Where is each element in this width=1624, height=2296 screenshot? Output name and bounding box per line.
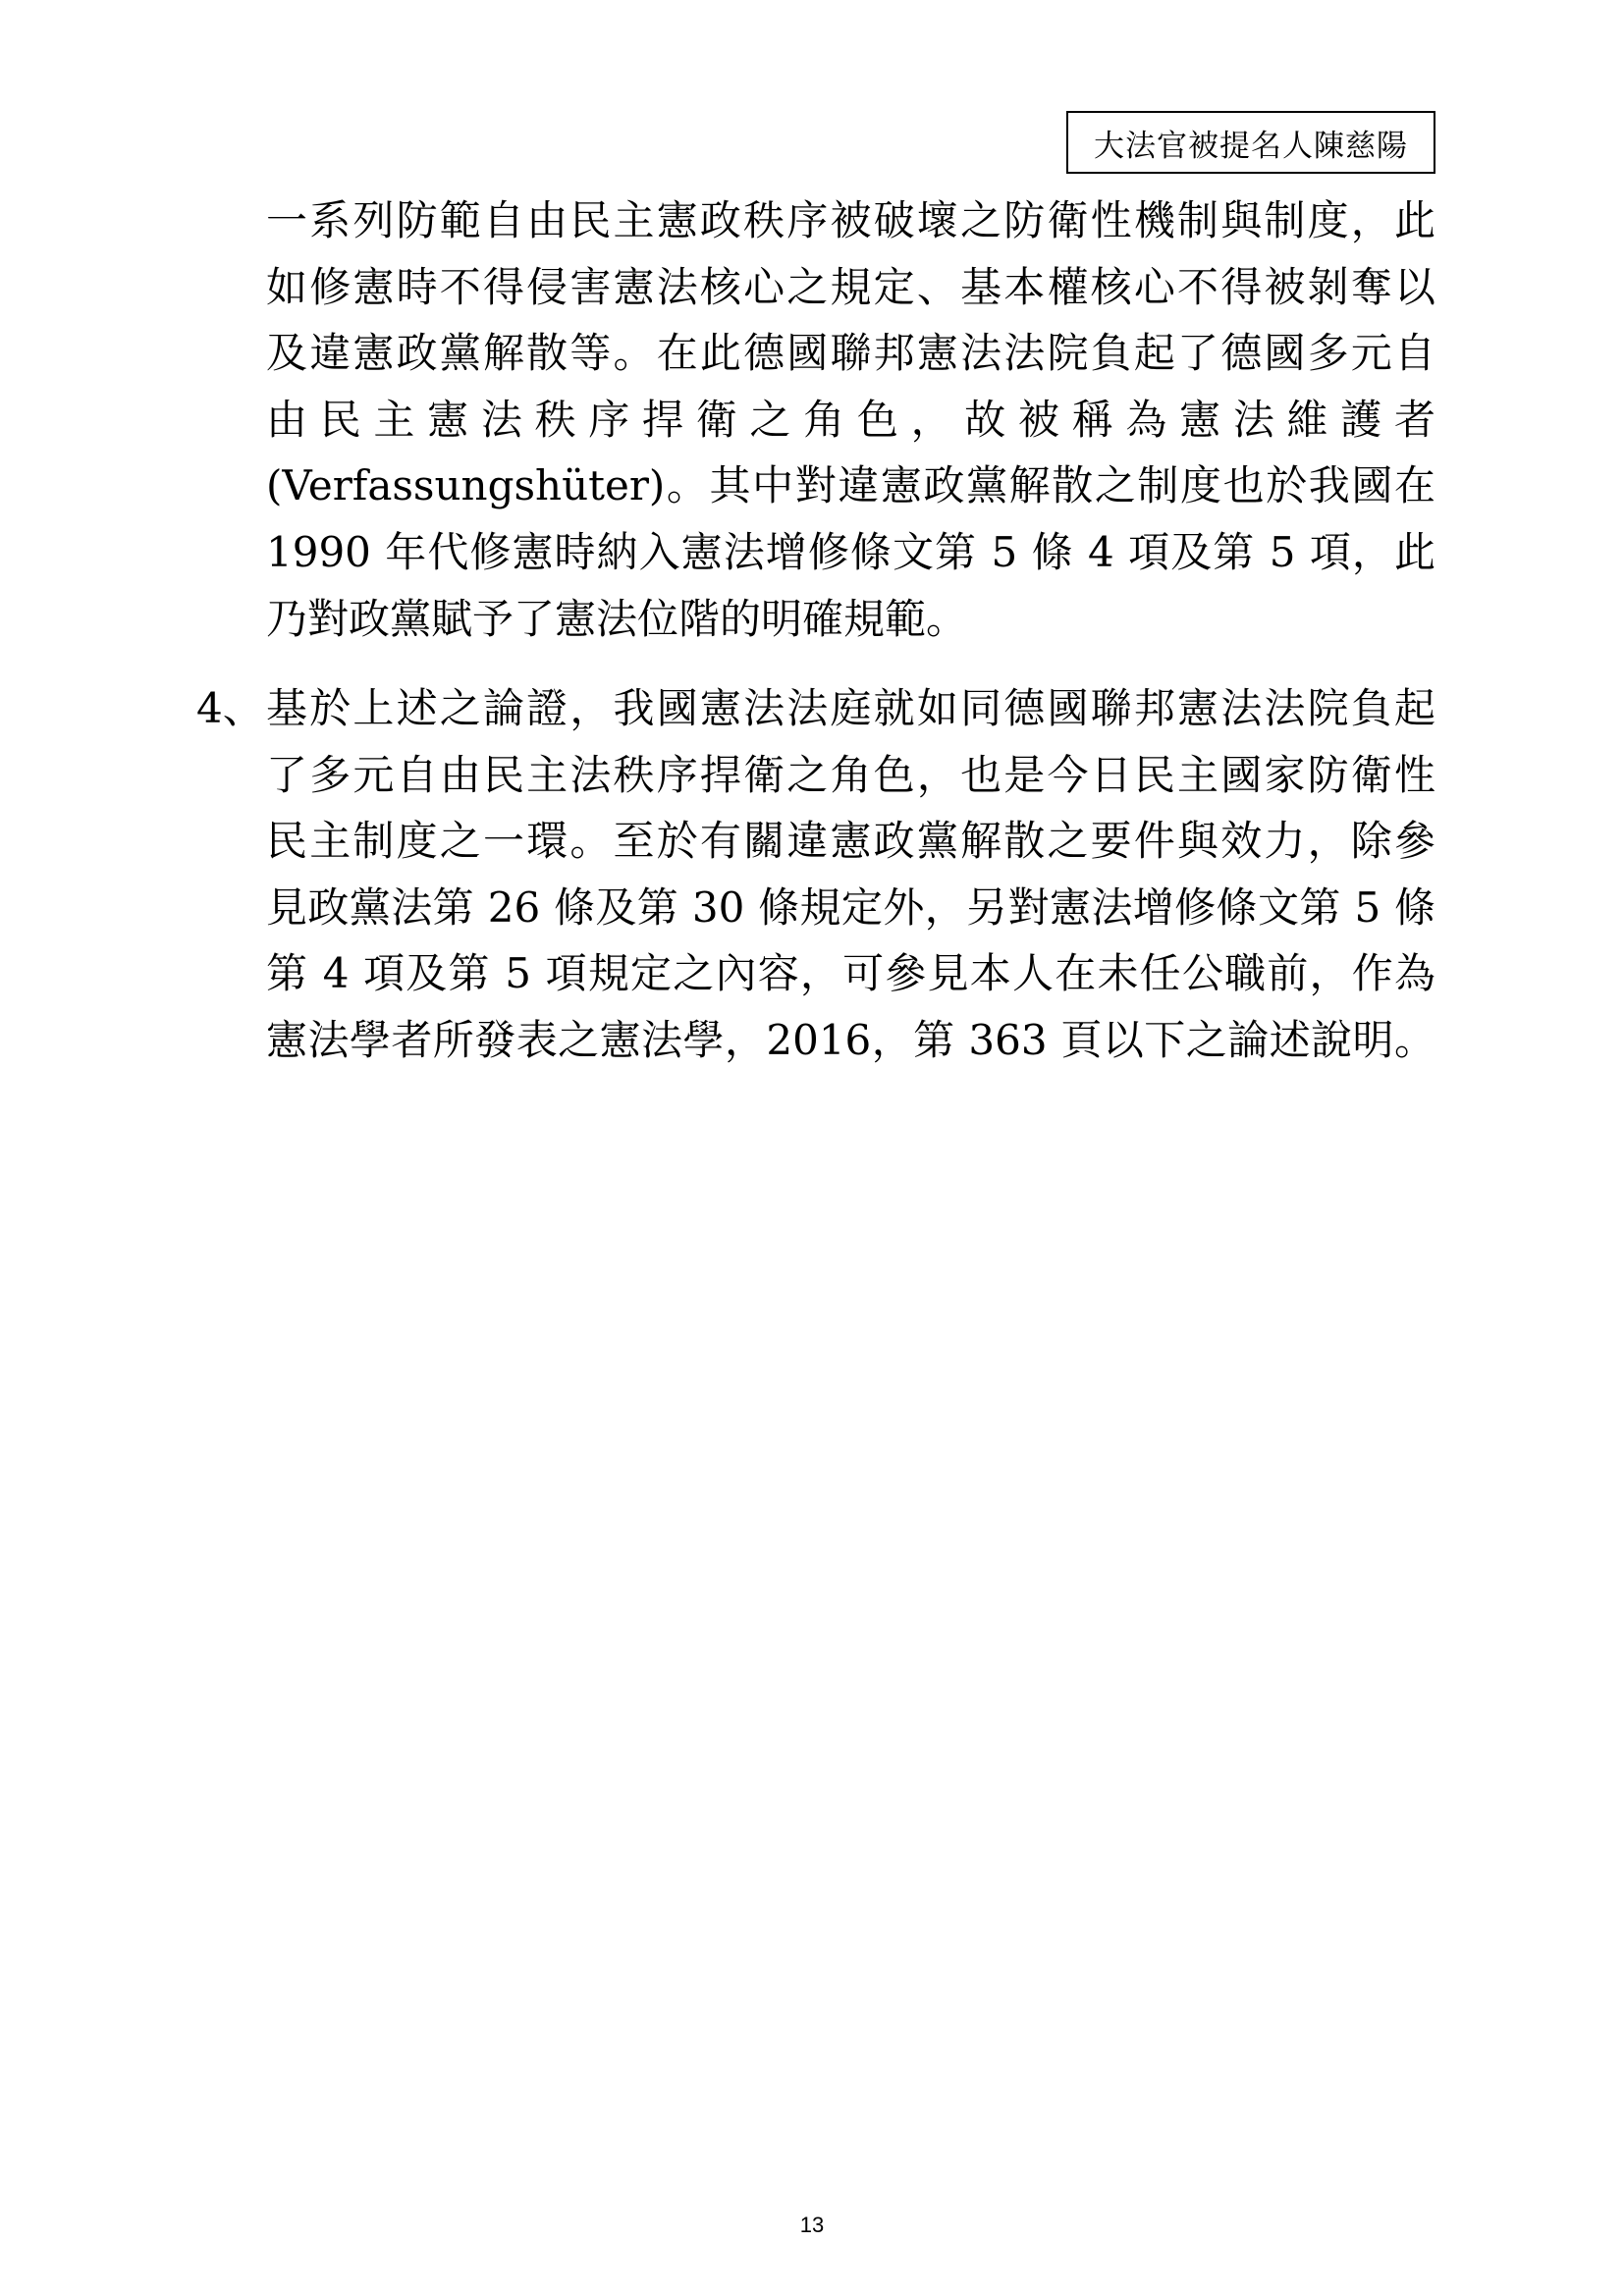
paragraph-line: 一系列防範自由民主憲政秩序被破壞之防衛性機制與制度，此 xyxy=(266,196,1435,244)
list-item-line: 第 4 項及第 5 項規定之內容，可參見本人在未任公職前，作為 xyxy=(266,949,1435,998)
list-item-line: 基於上述之論證，我國憲法法庭就如同德國聯邦憲法法院負起 xyxy=(266,684,1435,732)
paragraph-line: 如修憲時不得侵害憲法核心之規定、基本權核心不得被剝奪以 xyxy=(266,262,1435,311)
list-item-line: 了多元自由民主法秩序捍衛之角色，也是今日民主國家防衛性 xyxy=(266,750,1435,799)
paragraph-line: 乃對政黨賦予了憲法位階的明確規範。 xyxy=(266,594,968,643)
list-item-line: 憲法學者所發表之憲法學，2016，第 363 頁以下之論述說明。 xyxy=(266,1015,1435,1064)
paragraph-line: 由民主憲法秩序捍衛之角色，故被稱為憲法維護者 xyxy=(266,395,1435,444)
page-number: 13 xyxy=(799,2213,825,2237)
list-item-4 xyxy=(196,675,1435,1074)
list-item-line: 民主制度之一環。至於有關違憲政黨解散之要件與效力，除參 xyxy=(266,817,1435,866)
paragraph-line: 1990 年代修憲時納入憲法增修條文第 5 條 4 項及第 5 項，此 xyxy=(266,527,1435,576)
paragraph-line: 及違憲政黨解散等。在此德國聯邦憲法法院負起了德國多元自 xyxy=(266,329,1435,378)
list-item-number: 4、 xyxy=(196,684,264,732)
nominee-header-label: 大法官被提名人陳慈陽 xyxy=(1094,128,1408,164)
paragraph-continuation xyxy=(266,187,1435,652)
nominee-header-box xyxy=(1066,111,1435,174)
paragraph-line: (Verfassungshüter)。其中對違憲政黨解散之制度也於我國在 xyxy=(266,461,1435,510)
list-item-line: 見政黨法第 26 條及第 30 條規定外，另對憲法增修條文第 5 條 xyxy=(266,882,1435,932)
